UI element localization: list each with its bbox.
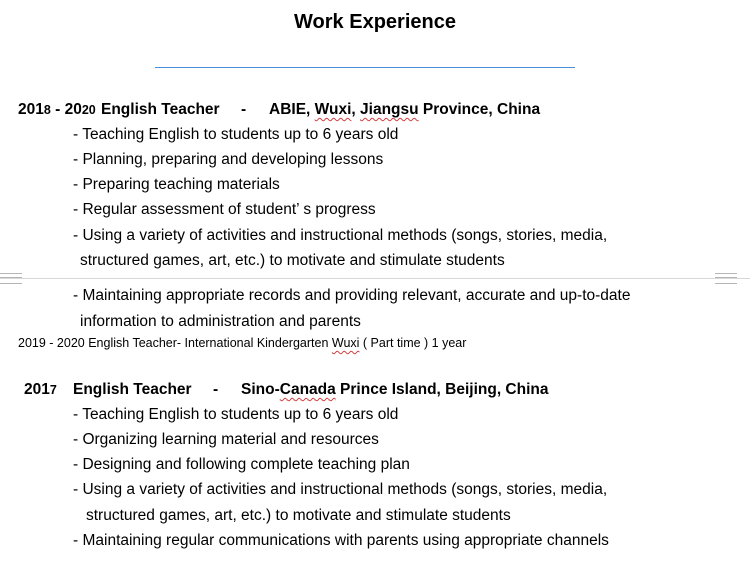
job1-year-start-digit: 8	[43, 103, 51, 117]
job1-bullet-continuation: structured games, art, etc.) to motivate and stimulate students	[80, 252, 505, 269]
job1-dates	[18, 101, 96, 119]
job1-employer	[269, 101, 540, 119]
job1-employer-prefix: ABIE,	[269, 101, 315, 118]
title-underline	[155, 67, 575, 68]
left-margin-marker	[0, 273, 22, 284]
note-city: Wuxi	[331, 336, 360, 350]
job2-role: English Teacher	[73, 381, 192, 398]
job1-employer-sep: ,	[351, 101, 361, 118]
section-title: Work Experience	[294, 11, 456, 33]
job1-bullet: - Teaching English to students up to 6 years old	[73, 126, 399, 143]
job1-bullet-continuation: information to administration and parents	[80, 313, 361, 330]
job1-year-start: 201	[18, 101, 44, 118]
job1-year-sep: - 20	[50, 101, 82, 118]
part-time-note	[18, 336, 466, 350]
job2-employer-country: Canada	[279, 381, 336, 398]
job1-bullet: - Regular assessment of student’ s progress	[73, 201, 376, 218]
job2-bullet: - Organizing learning material and resources	[73, 431, 379, 448]
job1-employer-suffix: Province, China	[418, 101, 541, 118]
job2-employer-prefix: Sino-	[241, 381, 280, 398]
job1-bullet: - Preparing teaching materials	[73, 176, 280, 193]
job2-bullet: - Designing and following complete teaching plan	[73, 456, 410, 473]
job2-employer-suffix: Prince Island, Beijing, China	[335, 381, 549, 398]
job1-bullet: - Planning, preparing and developing lessons	[73, 151, 384, 168]
job1-bullet: - Maintaining appropriate records and providing relevant, accurate and up-to-date	[73, 287, 631, 304]
note-prefix: 2019 - 2020 English Teacher- International Kindergarten	[18, 336, 332, 350]
job2-bullet-continuation: structured games, art, etc.) to motivate and stimulate students	[86, 507, 511, 524]
job2-bullet: - Maintaining regular communications with parents using appropriate channels	[73, 532, 609, 549]
job1-employer-province: Jiangsu	[360, 101, 419, 118]
job2-bullet: - Using a variety of activities and instructional methods (songs, stories, media,	[73, 481, 608, 498]
job2-bullet: - Teaching English to students up to 6 years old	[73, 406, 399, 423]
job1-role: English Teacher	[101, 101, 220, 118]
job2-dash: -	[213, 381, 219, 398]
job1-employer-city: Wuxi	[314, 101, 352, 118]
page-break-line	[0, 278, 750, 279]
right-margin-marker	[715, 273, 737, 284]
job1-bullet: - Using a variety of activities and instructional methods (songs, stories, media,	[73, 227, 608, 244]
job1-year-end-digits: 20	[81, 103, 96, 117]
job2-year: 201	[24, 381, 50, 398]
job2-dates	[24, 381, 57, 399]
job2-year-digit: 7	[49, 383, 57, 397]
note-suffix: ( Part time ) 1 year	[359, 336, 467, 350]
job1-dash: -	[241, 101, 247, 118]
job2-employer	[241, 381, 549, 399]
